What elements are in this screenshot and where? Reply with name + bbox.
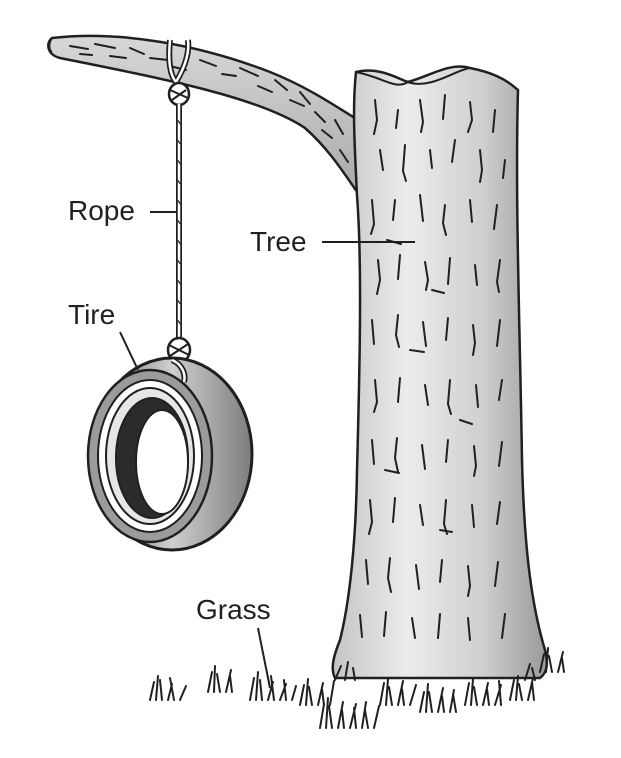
rope-label: Rope — [68, 195, 135, 226]
grass-leader-line — [258, 628, 270, 688]
tire-leader-line — [120, 332, 138, 370]
tree-branch — [48, 36, 360, 196]
tree-label: Tree — [250, 226, 307, 257]
grass-label: Grass — [196, 594, 271, 625]
tire-label: Tire — [68, 299, 116, 330]
tire — [88, 358, 252, 550]
tree-trunk — [333, 67, 547, 678]
rope — [164, 40, 190, 399]
